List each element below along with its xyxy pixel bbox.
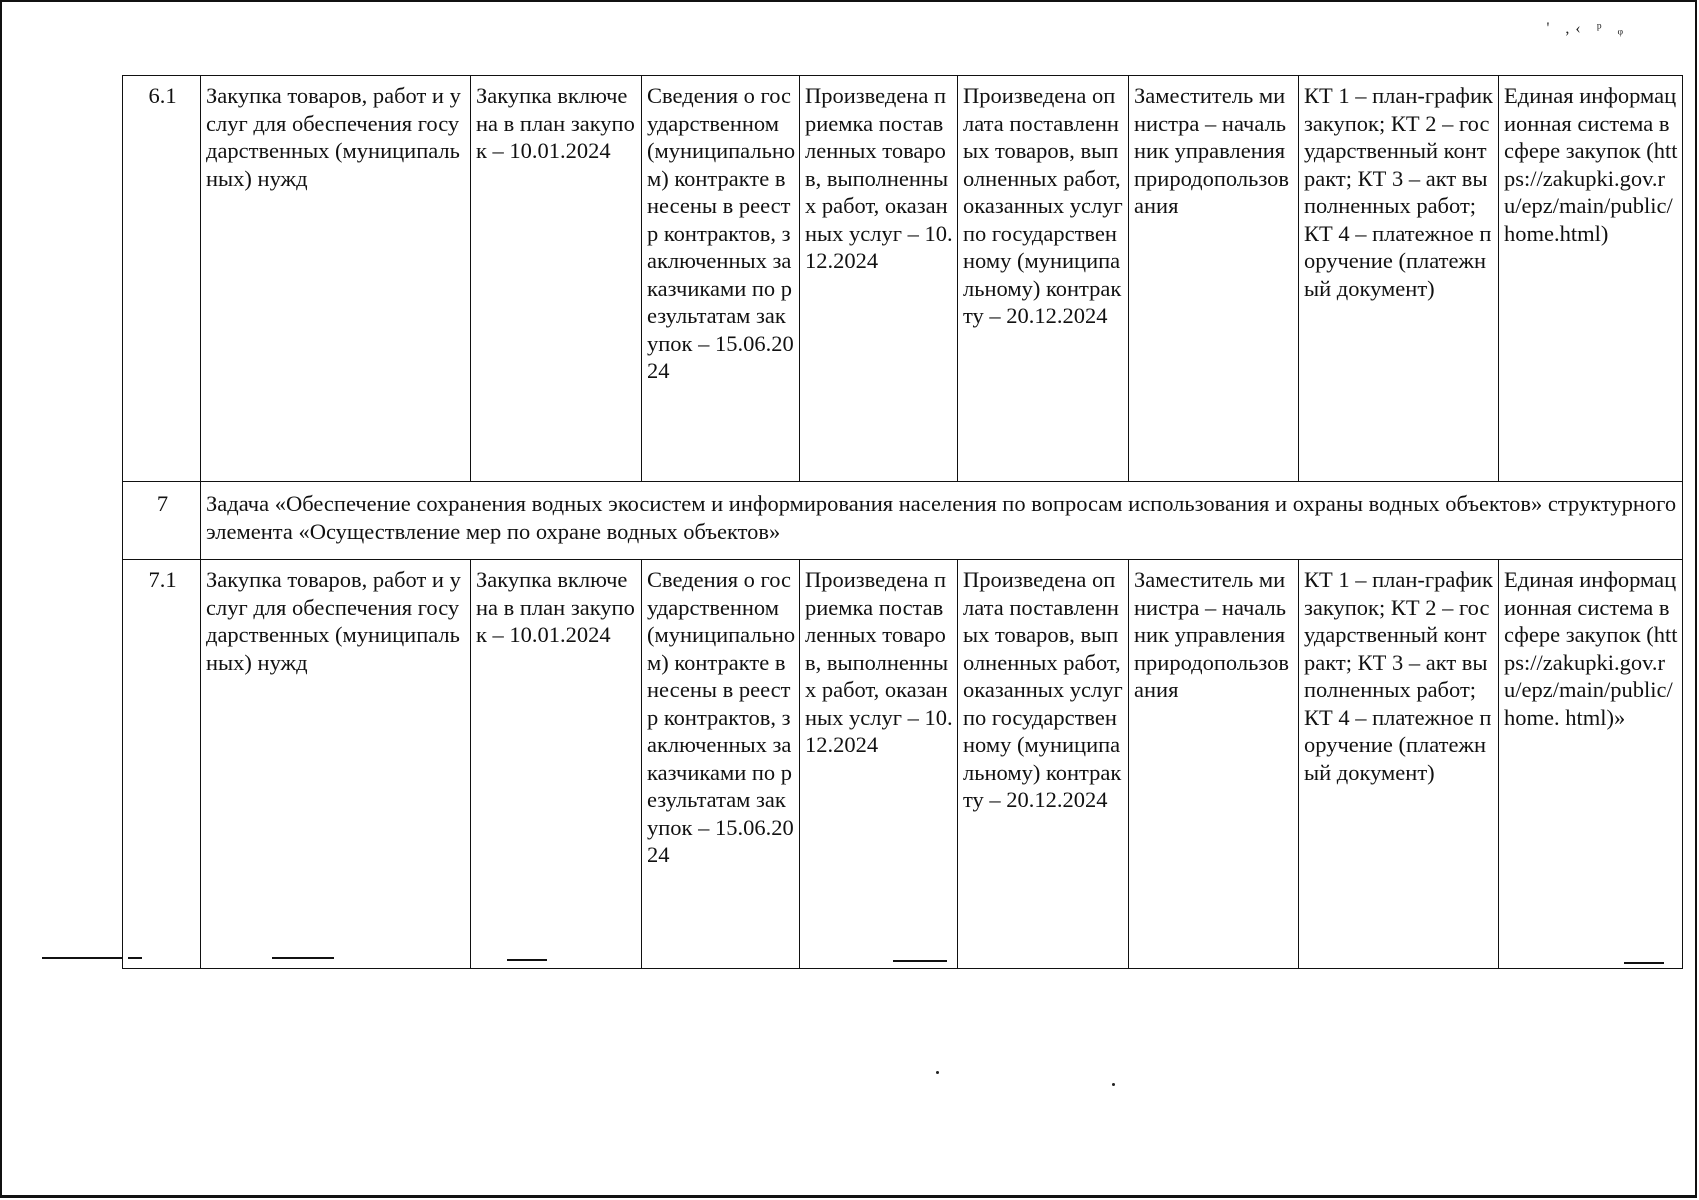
- stage3-cell: Произведена приемка поставленных товаров, выполненных работ, оказанных услуг – 10.12.2024: [800, 76, 958, 482]
- scan-artifact-line: [893, 960, 947, 962]
- stage1-cell: Закупка включена в план закупок – 10.01.2024: [471, 76, 642, 482]
- stage1-cell: Закупка включена в план закупок – 10.01.2024: [471, 560, 642, 969]
- info-system-cell: Единая информационная система в сфере закупок (https://zakupki.gov.ru/epz/main/public/home.html): [1499, 76, 1683, 482]
- table-row: [123, 560, 1683, 969]
- row-number: 6.1: [123, 76, 201, 482]
- scan-artifact-line: [272, 957, 334, 959]
- documents-cell: КТ 1 – план-график закупок; КТ 2 – государственный контракт; КТ 3 – акт выполненных работ; КТ 4 – платежное поручение (платежный документ): [1299, 76, 1499, 482]
- stage4-cell: Произведена оплата поставленных товаров, выполненных работ, оказанных услуг по государственному (муниципальному) контракту – 20.12.2024: [958, 76, 1129, 482]
- stage2-cell: Сведения о государственном (муниципальном) контракте внесены в реестр контрактов, заключенных заказчиками по результатам закупок – 15.06.2024: [642, 76, 800, 482]
- row-number: 7.1: [123, 560, 201, 969]
- table-row: [123, 76, 1683, 482]
- scan-artifact-dot: [936, 1071, 939, 1074]
- row-number: 7: [123, 482, 201, 560]
- task-text: Задача «Обеспечение сохранения водных экосистем и информирования населения по вопросам использования и охраны водных объектов» структурного элемента «Осуществление мер по охране водных объектов»: [201, 482, 1683, 560]
- scan-artifact-marks: ' ,‹ ᵖ ᵩ: [1546, 20, 1629, 37]
- activity-cell: Закупка товаров, работ и услуг для обеспечения государственных (муниципальных) нужд: [201, 76, 471, 482]
- responsible-cell: Заместитель министра – начальник управления природопользования: [1129, 76, 1299, 482]
- scan-artifact-line: [128, 957, 142, 959]
- documents-cell: КТ 1 – план-график закупок; КТ 2 – государственный контракт; КТ 3 – акт выполненных работ; КТ 4 – платежное поручение (платежный документ): [1299, 560, 1499, 969]
- stage3-cell: Произведена приемка поставленных товаров, выполненных работ, оказанных услуг – 10.12.2024: [800, 560, 958, 969]
- info-system-cell: Единая информационная система в сфере закупок (https://zakupki.gov.ru/epz/main/public/home. html)»: [1499, 560, 1683, 969]
- scan-artifact-line: [42, 957, 122, 959]
- task-row: [123, 482, 1683, 560]
- scan-artifact-dot: [1112, 1083, 1115, 1086]
- activity-cell: Закупка товаров, работ и услуг для обеспечения государственных (муниципальных) нужд: [201, 560, 471, 969]
- scan-artifact-line: [1624, 962, 1664, 964]
- stage4-cell: Произведена оплата поставленных товаров, выполненных работ, оказанных услуг по государственному (муниципальному) контракту – 20.12.2024: [958, 560, 1129, 969]
- responsible-cell: Заместитель министра – начальник управления природопользования: [1129, 560, 1299, 969]
- stage2-cell: Сведения о государственном (муниципальном) контракте внесены в реестр контрактов, заключенных заказчиками по результатам закупок – 15.06.2024: [642, 560, 800, 969]
- scan-artifact-line: [507, 959, 547, 961]
- control-points-table: [122, 75, 1683, 969]
